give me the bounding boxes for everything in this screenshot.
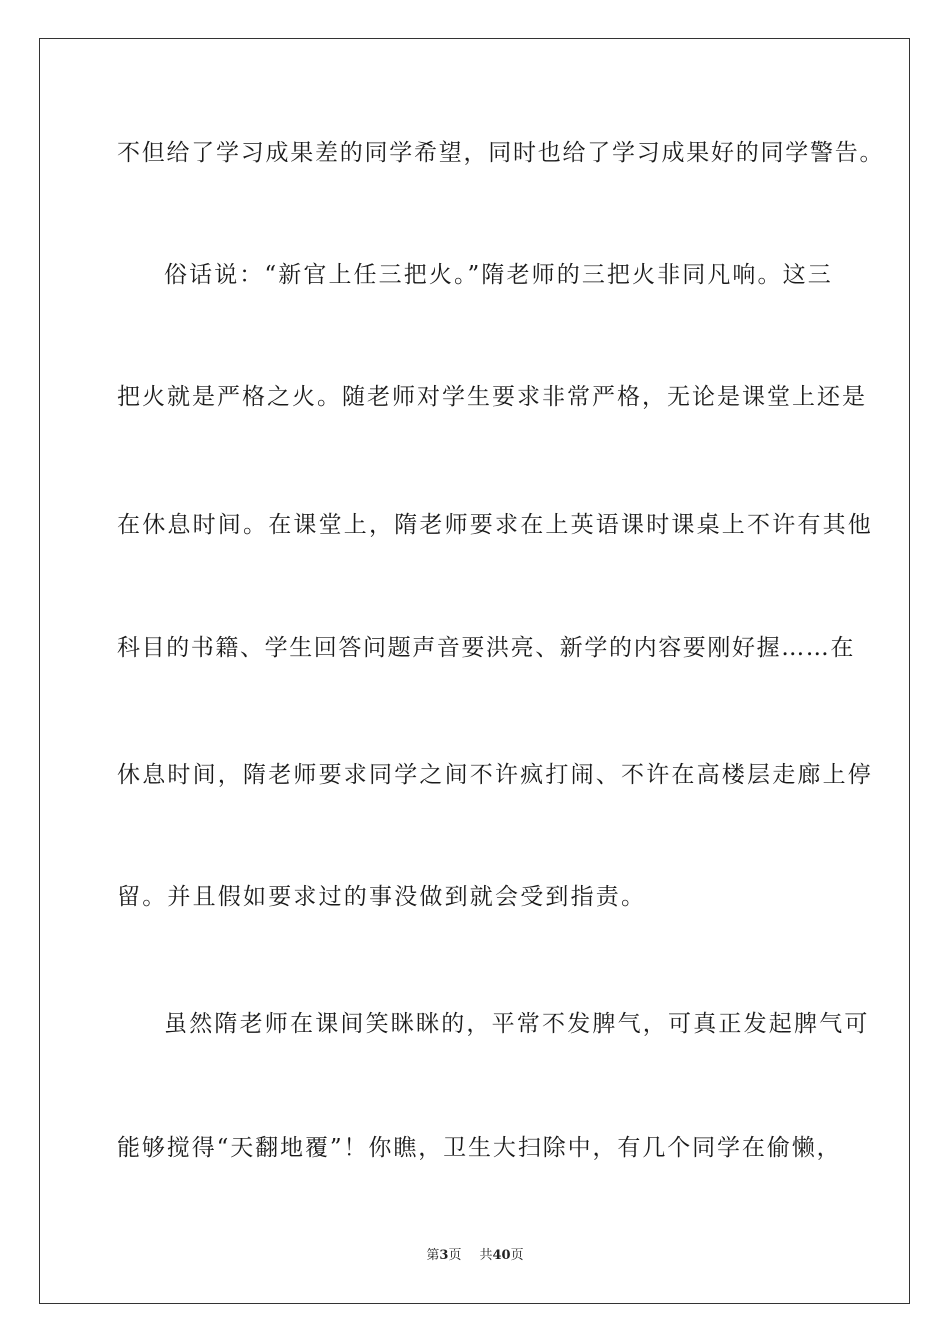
page-footer [0, 1247, 950, 1265]
total-pages-label: 共40页 [479, 1248, 524, 1263]
body-text-line: 留。并且假如要求过的事没做到就会受到指责。 [117, 884, 647, 910]
body-text-line: 在休息时间。在课堂上，隋老师要求在上英语课时课桌上不许有其他 [117, 512, 873, 538]
page-label: 第3页 [426, 1248, 462, 1263]
paragraph-start-line: 虽然隋老师在课间笑眯眯的，平常不发脾气，可真正发起脾气可 [164, 1011, 870, 1037]
body-text-line: 休息时间，隋老师要求同学之间不许疯打闹、不许在高楼层走廊上停 [117, 762, 873, 788]
page-frame [39, 38, 910, 1304]
body-text-line: 不但给了学习成果差的同学希望，同时也给了学习成果好的同学警告。 [117, 140, 885, 166]
page-number: 3 [439, 1248, 449, 1263]
paragraph-start-line: 俗话说：“新官上任三把火。”隋老师的三把火非同凡响。这三 [164, 262, 833, 288]
body-text-line: 科目的书籍、学生回答问题声音要洪亮、新学的内容要刚好握……在 [117, 635, 855, 661]
total-pages-number: 40 [492, 1248, 511, 1263]
body-text-line: 把火就是严格之火。随老师对学生要求非常严格，无论是课堂上还是 [117, 384, 867, 410]
body-text-line: 能够搅得“天翻地覆”！你瞧，卫生大扫除中，有几个同学在偷懒， [117, 1135, 842, 1161]
